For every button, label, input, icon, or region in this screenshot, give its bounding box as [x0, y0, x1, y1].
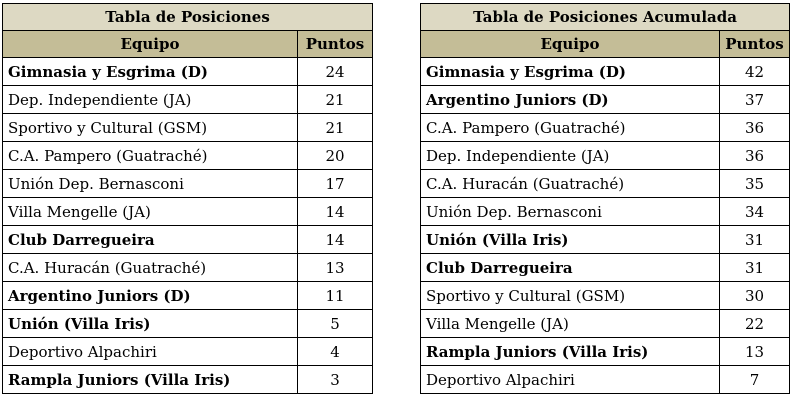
team-points: 7 — [720, 366, 790, 394]
team-points: 31 — [720, 226, 790, 254]
team-points: 36 — [720, 142, 790, 170]
table-row — [3, 86, 373, 114]
team-points: 14 — [298, 198, 373, 226]
table-row — [421, 366, 790, 394]
table-row — [421, 58, 790, 86]
table-row — [421, 338, 790, 366]
team-points: 36 — [720, 114, 790, 142]
table-row — [3, 198, 373, 226]
team-name: Deportivo Alpachiri — [421, 366, 720, 394]
table-row — [421, 198, 790, 226]
team-points: 24 — [298, 58, 373, 86]
points-column-header: Puntos — [720, 31, 790, 58]
table-title: Tabla de Posiciones — [3, 4, 373, 31]
table-row — [3, 114, 373, 142]
table-row — [3, 282, 373, 310]
cumulative-standings-table — [420, 3, 790, 394]
team-points: 37 — [720, 86, 790, 114]
table-row — [3, 142, 373, 170]
team-points: 13 — [298, 254, 373, 282]
standings-table — [2, 3, 373, 394]
team-points: 4 — [298, 338, 373, 366]
team-name: C.A. Pampero (Guatraché) — [3, 142, 298, 170]
team-name: Unión Dep. Bernasconi — [421, 198, 720, 226]
points-column-header: Puntos — [298, 31, 373, 58]
table-row — [421, 170, 790, 198]
team-name: C.A. Pampero (Guatraché) — [421, 114, 720, 142]
table-row — [3, 254, 373, 282]
table-row — [421, 142, 790, 170]
team-points: 11 — [298, 282, 373, 310]
team-name: Rampla Juniors (Villa Iris) — [3, 366, 298, 394]
table-row — [421, 310, 790, 338]
team-name: Sportivo y Cultural (GSM) — [421, 282, 720, 310]
team-points: 5 — [298, 310, 373, 338]
team-name: Dep. Independiente (JA) — [421, 142, 720, 170]
table-row — [421, 86, 790, 114]
team-points: 31 — [720, 254, 790, 282]
team-column-header: Equipo — [421, 31, 720, 58]
team-points: 3 — [298, 366, 373, 394]
team-name: Unión (Villa Iris) — [421, 226, 720, 254]
table-row — [3, 338, 373, 366]
team-column-header: Equipo — [3, 31, 298, 58]
table-row — [421, 226, 790, 254]
team-name: Dep. Independiente (JA) — [3, 86, 298, 114]
table-title: Tabla de Posiciones Acumulada — [421, 4, 790, 31]
team-points: 20 — [298, 142, 373, 170]
team-name: Sportivo y Cultural (GSM) — [3, 114, 298, 142]
team-name: Villa Mengelle (JA) — [421, 310, 720, 338]
table-row — [3, 58, 373, 86]
team-name: Rampla Juniors (Villa Iris) — [421, 338, 720, 366]
table-row — [421, 114, 790, 142]
table-row — [3, 170, 373, 198]
team-points: 35 — [720, 170, 790, 198]
team-name: Club Darregueira — [421, 254, 720, 282]
team-points: 17 — [298, 170, 373, 198]
team-points: 14 — [298, 226, 373, 254]
team-name: C.A. Huracán (Guatraché) — [3, 254, 298, 282]
team-name: Unión Dep. Bernasconi — [3, 170, 298, 198]
team-name: Club Darregueira — [3, 226, 298, 254]
team-name: Argentino Juniors (D) — [3, 282, 298, 310]
team-name: Deportivo Alpachiri — [3, 338, 298, 366]
table-row — [421, 282, 790, 310]
team-name: Argentino Juniors (D) — [421, 86, 720, 114]
table-row — [421, 254, 790, 282]
team-points: 30 — [720, 282, 790, 310]
team-name: Gimnasia y Esgrima (D) — [3, 58, 298, 86]
team-points: 21 — [298, 114, 373, 142]
table-row — [3, 310, 373, 338]
team-points: 34 — [720, 198, 790, 226]
team-points: 42 — [720, 58, 790, 86]
table-row — [3, 226, 373, 254]
table-row — [3, 366, 373, 394]
team-points: 13 — [720, 338, 790, 366]
team-name: Gimnasia y Esgrima (D) — [421, 58, 720, 86]
team-points: 21 — [298, 86, 373, 114]
team-name: Unión (Villa Iris) — [3, 310, 298, 338]
team-name: C.A. Huracán (Guatraché) — [421, 170, 720, 198]
team-points: 22 — [720, 310, 790, 338]
team-name: Villa Mengelle (JA) — [3, 198, 298, 226]
